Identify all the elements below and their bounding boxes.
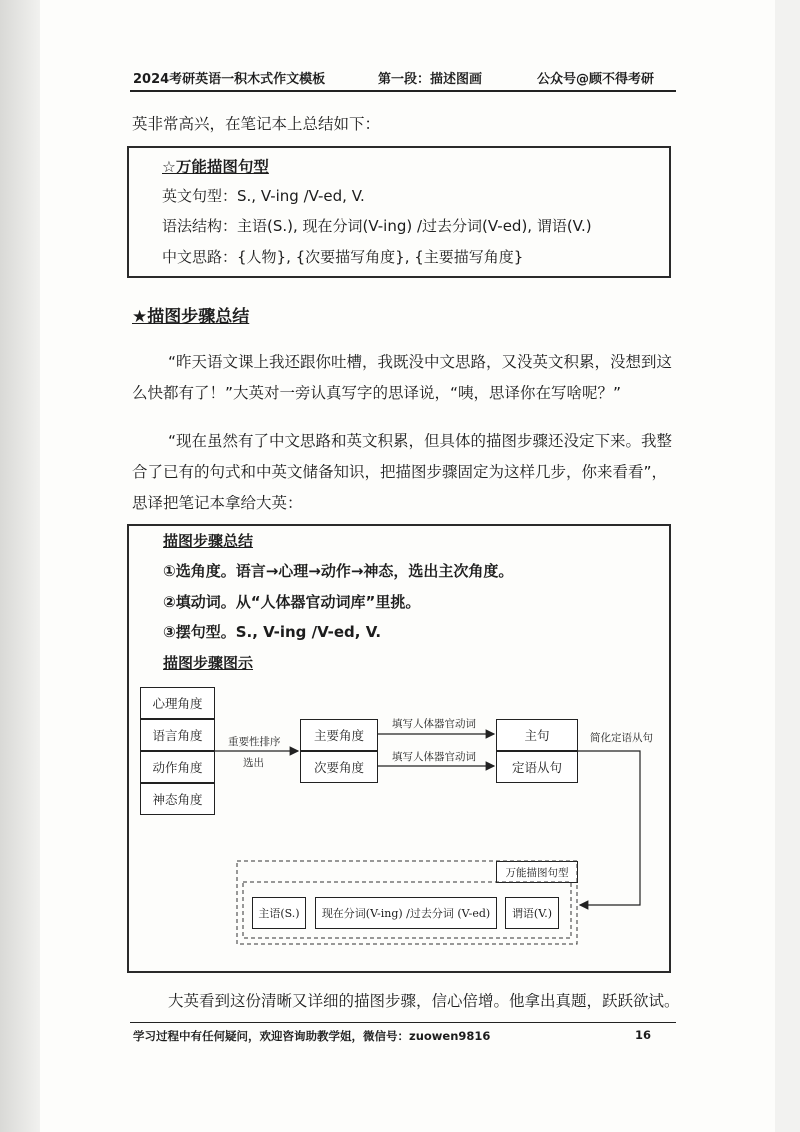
select-label: 选出 xyxy=(243,757,264,769)
angle-box-language: 语言角度 xyxy=(140,719,215,751)
paragraph2-line1: “现在虽然有了中文思路和英文积累，但具体的描图步骤还没定下来。我整 xyxy=(168,432,673,450)
step-3: ③摆句型。S., V-ing /V-ed, V. xyxy=(163,623,382,641)
formula-grammar-structure: 语法结构：主语(S.), 现在分词(V-ing) /过去分词(V-ed), 谓语(V.) xyxy=(162,217,592,235)
formula-box-title: ☆万能描图句型 xyxy=(162,158,269,176)
formula-english-pattern: 英文句型：S., V-ing /V-ed, V. xyxy=(162,187,365,205)
angle-box-psychology: 心理角度 xyxy=(140,687,215,719)
footer-contact: 学习过程中有任何疑问，欢迎咨询助教学姐，微信号：zuowen9816 xyxy=(133,1029,491,1043)
footer-rule xyxy=(130,1022,676,1023)
closing-line: 大英看到这份清晰又详细的描图步骤，信心倍增。他拿出真题，跃跃欲试。 xyxy=(168,992,680,1010)
step-1: ①选角度。语言→心理→动作→神态，选出主次角度。 xyxy=(163,562,514,580)
page-number: 16 xyxy=(635,1028,652,1042)
paragraph2-line2: 合了已有的句式和中英文储备知识，把描图步骤固定为这样几步，你来看看”， xyxy=(132,463,668,481)
header-title: 2024考研英语一积木式作文模板 xyxy=(133,72,326,87)
header-section: 第一段：描述图画 xyxy=(378,72,483,87)
participle-box: 现在分词(V-ing) /过去分词 (V-ed) xyxy=(315,897,497,929)
simplify-label: 简化定语从句 xyxy=(590,732,653,744)
secondary-angle-box: 次要角度 xyxy=(300,751,378,783)
paragraph1-line1: “昨天语文课上我还跟你吐槽，我既没中文思路，又没英文积累，没想到这 xyxy=(168,353,673,371)
formula-chinese-idea: 中文思路：{人物}, {次要描写角度}, {主要描写角度} xyxy=(162,248,524,266)
angle-box-expression: 神态角度 xyxy=(140,783,215,815)
attributive-clause-box: 定语从句 xyxy=(496,751,578,783)
predicate-box: 谓语(V.) xyxy=(505,897,559,929)
step-2: ②填动词。从“人体器官动词库”里挑。 xyxy=(163,593,421,611)
sort-label: 重要性排序 xyxy=(228,736,281,748)
fill-verb-label-top: 填写人体器官动词 xyxy=(392,718,476,730)
pattern-dashed-frame xyxy=(237,861,577,944)
steps-heading: ★描图步骤总结 xyxy=(132,307,250,327)
angle-box-action: 动作角度 xyxy=(140,751,215,783)
intro-line: 英非常高兴，在笔记本上总结如下： xyxy=(132,115,381,133)
paragraph1-line2: 么快都有了！”大英对一旁认真写字的思译说，“咦，思译你在写啥呢？” xyxy=(132,384,622,402)
pattern-inner-frame xyxy=(243,882,571,938)
subject-box: 主语(S.) xyxy=(252,897,306,929)
pattern-label-box: 万能描图句型 xyxy=(496,861,578,883)
main-clause-box: 主句 xyxy=(496,719,578,751)
main-angle-box: 主要角度 xyxy=(300,719,378,751)
arrow-simplify xyxy=(577,751,640,905)
steps-box-title: 描图步骤总结 xyxy=(163,532,254,550)
fill-verb-label-bottom: 填写人体器官动词 xyxy=(392,751,476,763)
paragraph2-line3: 思译把笔记本拿给大英： xyxy=(132,494,303,512)
header-account: 公众号@顾不得考研 xyxy=(537,72,655,87)
diagram-title: 描图步骤图示 xyxy=(163,654,254,672)
